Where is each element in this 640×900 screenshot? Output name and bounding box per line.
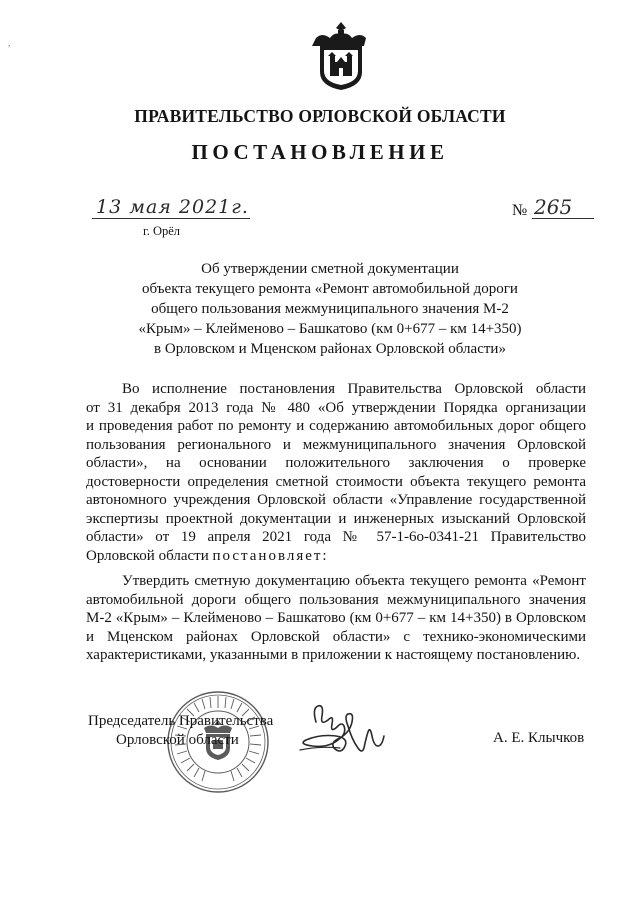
title-line: «Крым» – Клейменово – Башкатово (км 0+677 – км 14+350) [138, 321, 522, 337]
title-line: Об утверждении сметной документации [201, 261, 459, 277]
date-underline [92, 218, 250, 219]
handwritten-number: 265 [534, 195, 573, 219]
paragraph-line: области» от 19 апреля 2021 года № 57-1-6о-0341-21 Правительство [86, 529, 586, 545]
coat-of-arms-icon [310, 20, 372, 92]
paragraph-line: пользования регионального и межмуниципального значения Орловской [86, 436, 586, 453]
paragraph-line: автономного учреждения Орловской области «Управление государственной [86, 492, 586, 508]
document-title [100, 259, 560, 359]
paragraph-line: и проведения работ по ремонту и содержанию автомобильных дорог общего [86, 418, 586, 434]
paragraph-line: М-2 «Крым» – Клейменово – Башкатово (км 0+677 – км 14+350) в Орловском [86, 610, 586, 626]
margin-mark: , [8, 38, 11, 48]
resolution-keyword: постановляет: [212, 547, 329, 564]
signatory-position-line: Орловской области [116, 731, 239, 748]
paragraph-preamble [86, 380, 586, 565]
document-type: ПОСТАНОВЛЕНИЕ [191, 140, 449, 164]
signatory-position [88, 712, 273, 749]
paragraph-line: характеристиками, указанными в приложении к настоящему постановлению. [86, 647, 581, 663]
number-sign: № [512, 202, 528, 219]
paragraph-resolution [86, 572, 586, 665]
paragraph-line: и Мценском районах Орловской области» с технико-экономическими [86, 628, 586, 645]
document-number-field [512, 195, 592, 221]
paragraph-line [86, 547, 586, 566]
paragraph-line: достоверности определения сметной стоимости объекта текущего ремонта [86, 473, 586, 490]
title-line: в Орловском и Мценском районах Орловской области» [154, 341, 506, 357]
city-label: г. Орёл [143, 224, 181, 238]
title-line: общего пользования межмуниципального значения М-2 [151, 301, 509, 317]
paragraph-line: экспертизы проектной документации и инженерных изысканий Орловской [86, 510, 586, 527]
paragraph-text: Орловской области [86, 547, 213, 564]
title-line: объекта текущего ремонта «Ремонт автомобильной дороги [142, 281, 518, 297]
handwritten-date: 13 мая 2021г. [96, 196, 249, 218]
paragraph-line: Во исполнение постановления Правительства Орловской области [122, 381, 586, 397]
paragraph-line: области», на основании положительного заключения о проверке [86, 455, 586, 471]
number-underline [532, 218, 594, 219]
signatory-name: А. Е. Клычков [493, 730, 585, 746]
handwritten-signature [286, 700, 406, 762]
signatory-position-line: Председатель Правительства [88, 713, 274, 729]
paragraph-line: от 31 декабря 2013 года № 480 «Об утверждении Порядка организации [86, 399, 586, 416]
paragraph-line: Утвердить сметную документацию объекта текущего ремонта «Ремонт [122, 573, 586, 589]
authority-name: ПРАВИТЕЛЬСТВО ОРЛОВСКОЙ ОБЛАСТИ [134, 106, 506, 126]
paragraph-line: автомобильной дороги общего пользования межмуниципального значения [86, 591, 586, 608]
date-field [92, 196, 252, 222]
